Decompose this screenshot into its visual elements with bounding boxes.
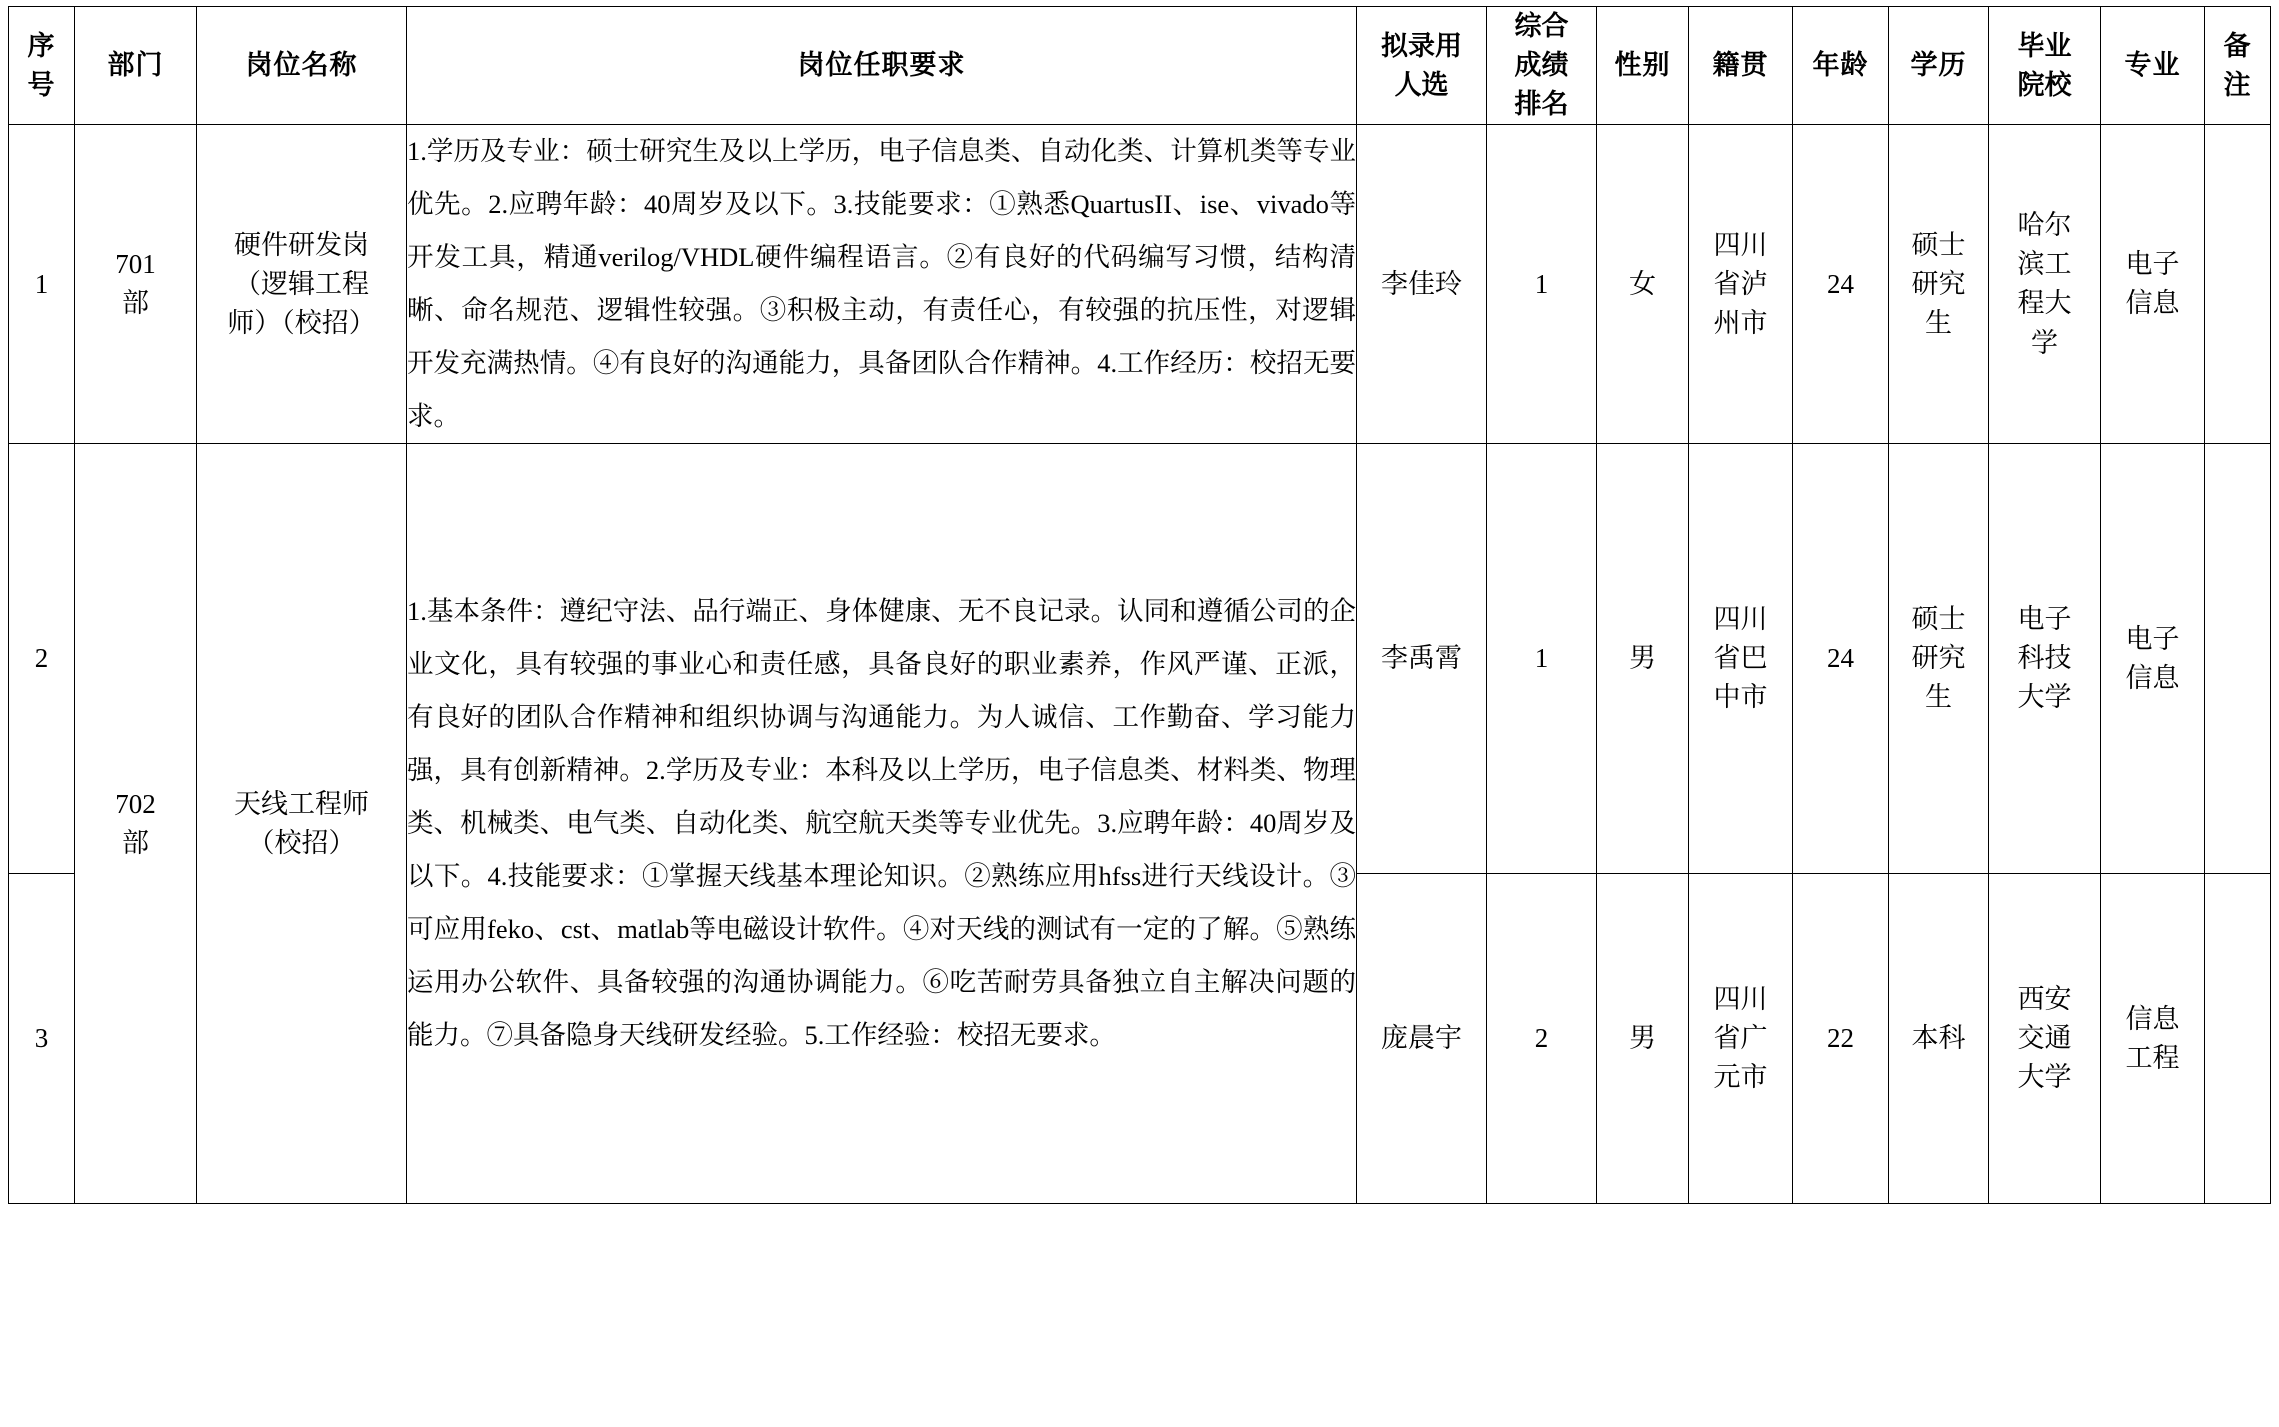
cell-post-name-line3: 师）（校招） <box>227 307 376 338</box>
cell-department-line2: 部 <box>122 288 149 319</box>
column-header-candidate <box>1357 7 1487 125</box>
cell-school <box>1989 874 2101 1204</box>
cell-major-line2: 工程 <box>2125 1042 2180 1073</box>
cell-native-place-line3: 中市 <box>1713 682 1768 713</box>
column-header-rank <box>1487 7 1597 125</box>
cell-native-place-line2: 省巴 <box>1713 643 1768 674</box>
cell-age: 22 <box>1793 874 1889 1204</box>
cell-school-line2: 滨工 <box>2017 249 2072 280</box>
cell-seq: 3 <box>9 874 75 1204</box>
cell-department-line2: 部 <box>122 827 149 858</box>
cell-school-line2: 交通 <box>2017 1023 2072 1054</box>
cell-major-line1: 电子 <box>2125 623 2180 654</box>
column-header-requirements: 岗位任职要求 <box>407 7 1357 125</box>
cell-candidate: 庞晨宇 <box>1357 874 1487 1204</box>
cell-education-line2: 研究 <box>1911 268 1966 299</box>
cell-native-place-line2: 省广 <box>1713 1023 1768 1054</box>
cell-education: 本科 <box>1889 874 1989 1204</box>
cell-major <box>2101 125 2205 444</box>
cell-candidate: 李禹霄 <box>1357 444 1487 874</box>
cell-requirements: 1.学历及专业：硕士研究生及以上学历，电子信息类、自动化类、计算机类等专业优先。2.应聘年龄：40周岁及以下。3.技能要求：①熟悉QuartusII、ise、vivado等开发工具，精通verilog/VHDL硬件编程语言。②有良好的代码编写习惯，结构清晰、命名规范、逻辑性较强。③积极主动，有责任心，有较强的抗压性，对逻辑开发充满热情。④有良好的沟通能力，具备团队合作精神。4.工作经历：校招无要求。 <box>407 125 1357 444</box>
cell-native-place <box>1689 125 1793 444</box>
column-header-department: 部门 <box>75 7 197 125</box>
column-header-remark-line1: 备 <box>2223 30 2252 61</box>
cell-school-line2: 科技 <box>2017 643 2072 674</box>
cell-remark <box>2205 125 2271 444</box>
column-header-school-line2: 院校 <box>2017 69 2072 100</box>
cell-rank: 2 <box>1487 874 1597 1204</box>
cell-post-name-line2: （逻辑工程 <box>234 268 369 299</box>
cell-requirements: 1.基本条件：遵纪守法、品行端正、身体健康、无不良记录。认同和遵循公司的企业文化，具有较强的事业心和责任感，具备良好的职业素养，作风严谨、正派，有良好的团队合作精神和组织协调与沟通能力。为人诚信、工作勤奋、学习能力强，具有创新精神。2.学历及专业：本科及以上学历，电子信息类、材料类、物理类、机械类、电气类、自动化类、航空航天类等专业优先。3.应聘年龄：40周岁及以下。4.技能要求：①掌握天线基本理论知识。②熟练应用hfss进行天线设计。③可应用feko、cst、matlab等电磁设计软件。④对天线的测试有一定的了解。⑤熟练运用办公软件、具备较强的沟通协调能力。⑥吃苦耐劳具备独立自主解决问题的能力。⑦具备隐身天线研发经验。5.工作经验：校招无要求。 <box>407 444 1357 1204</box>
cell-major-line2: 信息 <box>2125 288 2180 319</box>
cell-department <box>75 125 197 444</box>
column-header-rank-line1: 综合 <box>1514 11 1569 41</box>
column-header-candidate-line2: 人选 <box>1394 69 1449 100</box>
cell-department <box>75 444 197 1204</box>
column-header-age: 年龄 <box>1793 7 1889 125</box>
cell-native-place-line1: 四川 <box>1713 984 1768 1015</box>
cell-department-line1: 701 <box>115 249 156 280</box>
table-header-row <box>9 7 2271 125</box>
cell-post-name-line1: 硬件研发岗 <box>234 229 369 260</box>
column-header-seq-line2: 号 <box>27 69 56 100</box>
column-header-school-line1: 毕业 <box>2017 30 2072 61</box>
cell-school-line1: 西安 <box>2017 984 2072 1015</box>
cell-major <box>2101 874 2205 1204</box>
column-header-rank-line2: 成绩 <box>1514 50 1569 81</box>
cell-remark <box>2205 874 2271 1204</box>
cell-rank: 1 <box>1487 125 1597 444</box>
column-header-rank-line3: 排名 <box>1514 89 1569 120</box>
cell-education <box>1889 444 1989 874</box>
cell-native-place <box>1689 444 1793 874</box>
cell-native-place-line1: 四川 <box>1713 229 1768 260</box>
cell-education-line3: 生 <box>1925 307 1952 338</box>
column-header-remark <box>2205 7 2271 125</box>
cell-education-line2: 研究 <box>1911 643 1966 674</box>
column-header-gender: 性别 <box>1597 7 1689 125</box>
cell-school-line4: 学 <box>2031 327 2058 358</box>
cell-rank: 1 <box>1487 444 1597 874</box>
cell-native-place-line2: 省泸 <box>1713 268 1768 299</box>
cell-major <box>2101 444 2205 874</box>
cell-gender: 男 <box>1597 444 1689 874</box>
cell-school-line3: 大学 <box>2017 1062 2072 1093</box>
column-header-remark-line2: 注 <box>2223 69 2252 100</box>
recruitment-table <box>8 6 2271 1204</box>
cell-post-name-line2: （校招） <box>247 827 356 858</box>
cell-native-place <box>1689 874 1793 1204</box>
cell-native-place-line3: 州市 <box>1713 307 1768 338</box>
cell-education-line1: 硕士 <box>1911 229 1966 260</box>
column-header-native-place: 籍贯 <box>1689 7 1793 125</box>
cell-native-place-line1: 四川 <box>1713 604 1768 635</box>
column-header-post-name: 岗位名称 <box>197 7 407 125</box>
cell-education <box>1889 125 1989 444</box>
cell-native-place-line3: 元市 <box>1713 1062 1768 1093</box>
cell-major-line1: 电子 <box>2125 249 2180 280</box>
cell-age: 24 <box>1793 125 1889 444</box>
cell-school-line1: 哈尔 <box>2017 210 2072 241</box>
cell-post-name <box>197 444 407 1204</box>
cell-major-line1: 信息 <box>2125 1003 2180 1034</box>
cell-education-line3: 生 <box>1925 682 1952 713</box>
cell-seq: 2 <box>9 444 75 874</box>
cell-age: 24 <box>1793 444 1889 874</box>
cell-school-line3: 程大 <box>2017 288 2072 319</box>
column-header-seq-line1: 序 <box>27 30 56 61</box>
cell-remark <box>2205 444 2271 874</box>
column-header-major: 专业 <box>2101 7 2205 125</box>
table-row <box>9 444 2271 874</box>
cell-school <box>1989 125 2101 444</box>
column-header-education: 学历 <box>1889 7 1989 125</box>
cell-school-line1: 电子 <box>2017 604 2072 635</box>
cell-gender: 男 <box>1597 874 1689 1204</box>
cell-school-line3: 大学 <box>2017 682 2072 713</box>
cell-post-name-line1: 天线工程师 <box>234 788 369 819</box>
cell-education-line1: 硕士 <box>1911 604 1966 635</box>
column-header-candidate-line1: 拟录用 <box>1381 30 1462 61</box>
column-header-school <box>1989 7 2101 125</box>
cell-seq: 1 <box>9 125 75 444</box>
cell-major-line2: 信息 <box>2125 662 2180 693</box>
cell-department-line1: 702 <box>115 788 156 819</box>
table-row <box>9 125 2271 444</box>
cell-candidate: 李佳玲 <box>1357 125 1487 444</box>
column-header-seq <box>9 7 75 125</box>
cell-school <box>1989 444 2101 874</box>
cell-post-name <box>197 125 407 444</box>
cell-gender: 女 <box>1597 125 1689 444</box>
